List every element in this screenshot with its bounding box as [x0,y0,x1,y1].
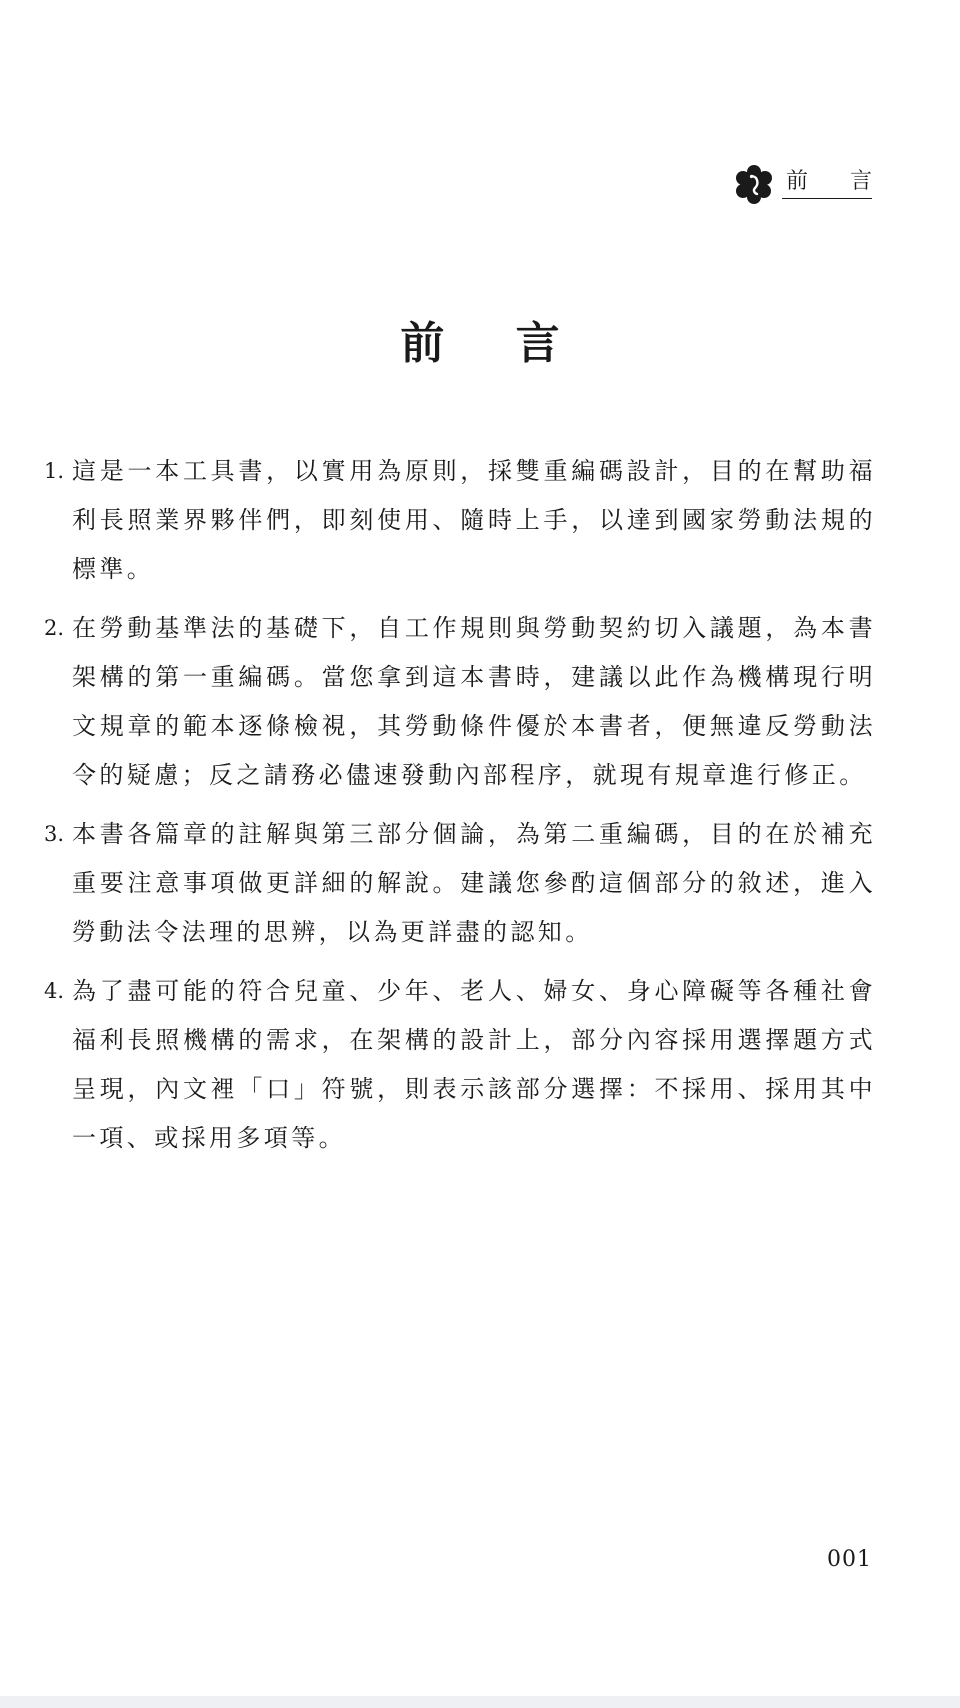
running-header-char: 前 [786,169,809,194]
running-header [734,164,872,204]
running-header-char: 言 [849,169,872,194]
page-title: 前 言 [400,318,588,369]
item-number: 1. [44,459,65,483]
preface-item [44,604,876,800]
item-text: 在勞動基準法的基礎下，自工作規則與勞動契約切入議題，為本書架構的第一重編碼。當您拿到這本書時，建議以此作為機構現行明文規章的範本逐條檢視，其勞動條件優於本書者，便無違反勞動法令的疑慮；反之請務必儘速發動內部程序，就現有規章進行修正。 [72,614,876,789]
item-number: 2. [44,616,65,640]
preface-list [44,447,876,1173]
preface-item [44,810,876,957]
item-number: 4. [44,979,65,1003]
item-text: 為了盡可能的符合兒童、少年、老人、婦女、身心障礙等各種社會福利長照機構的需求，在架構的設計上，部分內容採用選擇題方式呈現，內文裡「口」符號，則表示該部分選擇：不採用、採用其中一項、或採用多項等。 [72,977,876,1152]
running-header-label [782,169,872,199]
item-text: 這是一本工具書，以實用為原則，採雙重編碼設計，目的在幫助福利長照業界夥伴們，即刻使用、隨時上手，以達到國家勞動法規的標準。 [72,457,876,583]
preface-item [44,967,876,1163]
item-text: 本書各篇章的註解與第三部分個論，為第二重編碼，目的在於補充重要注意事項做更詳細的解說。建議您參酌這個部分的敘述，進入勞動法令法理的思辨，以為更詳盡的認知。 [72,820,876,946]
item-number: 3. [44,822,65,846]
page-number: 001 [827,1547,872,1572]
flower-emblem-icon [734,164,774,204]
preface-item [44,447,876,594]
bottom-band [0,1696,960,1708]
